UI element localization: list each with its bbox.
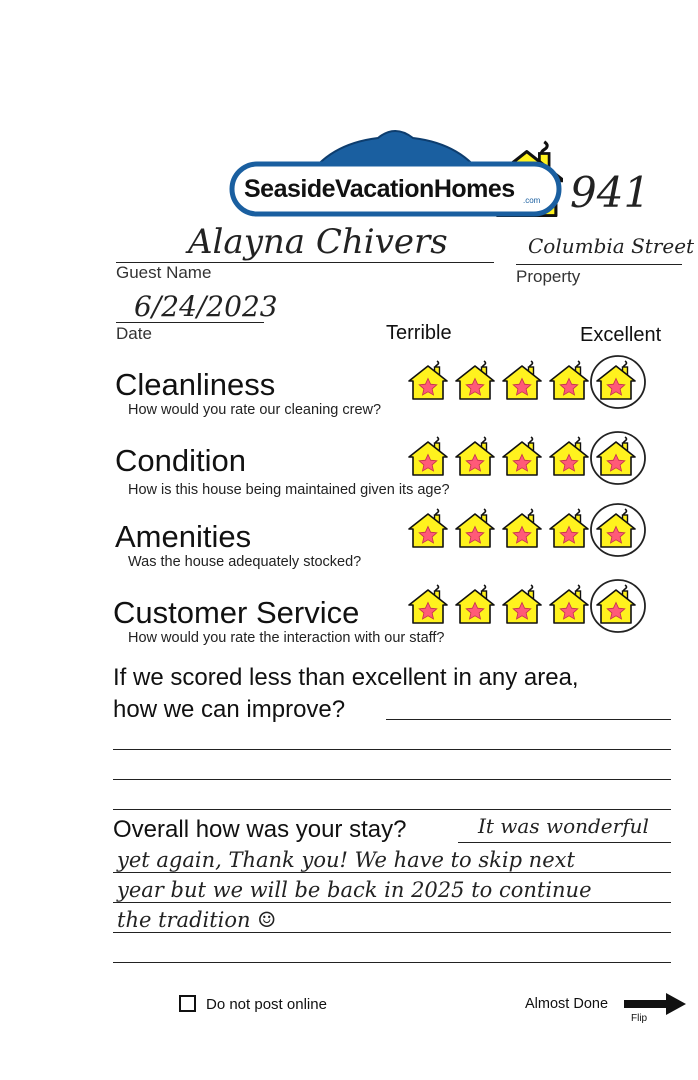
house-star-icon[interactable] — [500, 582, 544, 626]
rating-title: Amenities — [115, 519, 252, 554]
rating-houses[interactable] — [406, 434, 638, 478]
house-star-icon[interactable] — [594, 358, 638, 402]
rating-houses[interactable] — [406, 582, 638, 626]
house-star-icon[interactable] — [453, 358, 497, 402]
date-line — [116, 322, 264, 323]
house-star-icon[interactable] — [594, 506, 638, 550]
overall-answer-line2: yet again, Thank you! We have to skip next — [117, 848, 575, 872]
house-star-icon[interactable] — [547, 434, 591, 478]
rating-question: How would you rate the interaction with our staff? — [128, 630, 445, 646]
almost-done-label: Almost Done — [525, 996, 609, 1012]
form-number: 941 — [570, 168, 651, 217]
rating-question: Was the house adequately stocked? — [128, 554, 362, 570]
do-not-post-checkbox[interactable] — [179, 995, 196, 1012]
house-star-icon[interactable] — [500, 358, 544, 402]
logo-domain: .com — [523, 196, 541, 205]
logo — [228, 122, 563, 217]
house-star-icon[interactable] — [594, 582, 638, 626]
logo-wordmark: SeasideVacationHomes — [244, 175, 515, 203]
overall-answer-line[interactable] — [113, 902, 671, 903]
house-star-icon[interactable] — [453, 506, 497, 550]
house-star-icon[interactable] — [406, 358, 450, 402]
overall-answer-line[interactable] — [113, 962, 671, 963]
house-star-icon[interactable] — [500, 434, 544, 478]
rating-houses[interactable] — [406, 506, 638, 550]
improve-question-line1: If we scored less than excellent in any area, — [113, 664, 579, 691]
do-not-post-label: Do not post online — [206, 996, 327, 1013]
date-value: 6/24/2023 — [134, 290, 278, 323]
house-star-icon[interactable] — [406, 434, 450, 478]
house-star-icon[interactable] — [406, 582, 450, 626]
guest-name-value: Alayna Chivers — [188, 222, 448, 262]
house-star-icon[interactable] — [406, 506, 450, 550]
improve-answer-line[interactable] — [113, 809, 671, 810]
improve-question-line2: how we can improve? — [113, 696, 346, 723]
overall-answer-line4: the tradition ☺ — [117, 908, 277, 932]
rating-title: Condition — [115, 443, 246, 478]
house-star-icon[interactable] — [500, 506, 544, 550]
house-star-icon[interactable] — [453, 434, 497, 478]
improve-answer-line[interactable] — [113, 779, 671, 780]
house-star-icon[interactable] — [594, 434, 638, 478]
rating-title: Customer Service — [113, 595, 360, 630]
property-line — [516, 264, 682, 265]
overall-answer-line[interactable] — [113, 932, 671, 933]
house-star-icon[interactable] — [453, 582, 497, 626]
scale-low-label: Terrible — [386, 322, 452, 344]
house-star-icon[interactable] — [547, 358, 591, 402]
rating-title: Cleanliness — [115, 367, 276, 402]
overall-answer-line[interactable] — [113, 872, 671, 873]
rating-question: How is this house being maintained given its age? — [128, 482, 450, 498]
scale-high-label: Excellent — [580, 324, 662, 346]
overall-answer-line[interactable] — [458, 842, 671, 843]
guest-name-label: Guest Name — [116, 263, 212, 282]
rating-houses[interactable] — [406, 358, 638, 402]
date-label: Date — [116, 324, 152, 343]
rating-question: How would you rate our cleaning crew? — [128, 402, 382, 418]
house-star-icon[interactable] — [547, 506, 591, 550]
flip-label: Flip — [631, 1013, 648, 1024]
improve-answer-line[interactable] — [113, 749, 671, 750]
improve-answer-line[interactable] — [386, 719, 671, 720]
property-label: Property — [516, 267, 581, 286]
overall-question: Overall how was your stay? — [113, 816, 407, 843]
house-star-icon[interactable] — [547, 582, 591, 626]
overall-answer-line1: It was wonderful — [478, 814, 649, 838]
property-value: Columbia Street — [528, 234, 695, 258]
overall-answer-line3: year but we will be back in 2025 to continue — [117, 878, 592, 902]
